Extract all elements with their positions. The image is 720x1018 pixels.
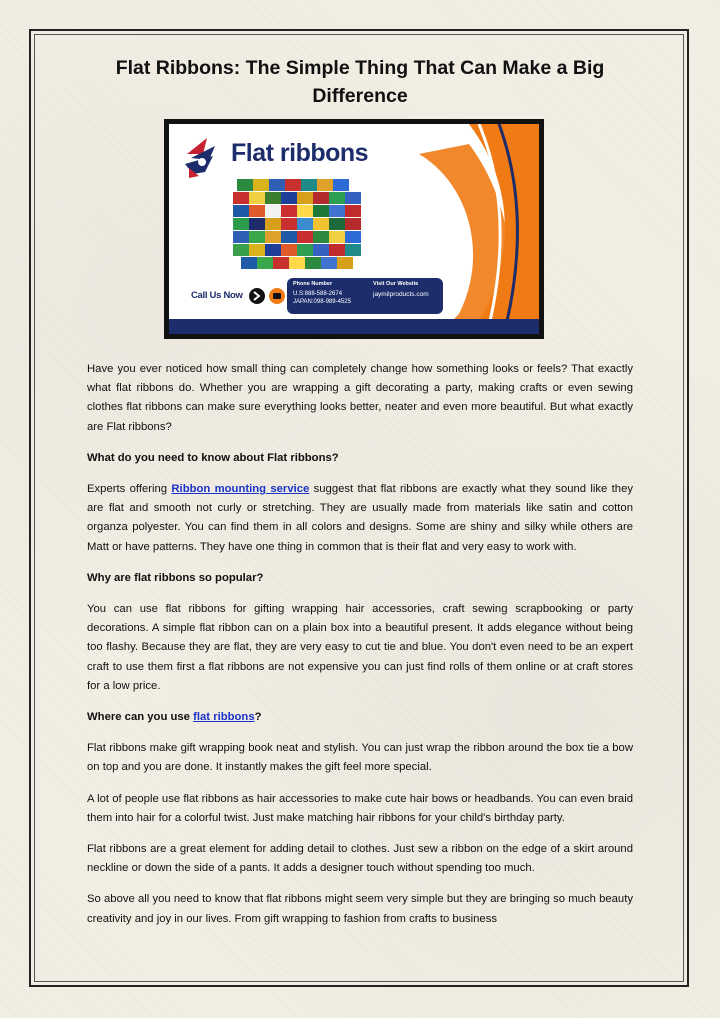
where-pre: Where can you use (87, 711, 194, 724)
experts-post: suggest that flat ribbons are exactly what they sound like they are flat and smooth not curly or stretching. They are usually made from materials like satin and cotton organza polyester. You can find them in all colors and designs. Some are shiny and silky while others are Matt or have patterns. They have one thing in common that is their flat and very easy to work with. (87, 483, 633, 553)
hero-banner (164, 119, 544, 339)
experts-pre: Experts offering (87, 483, 172, 496)
page-title: Flat Ribbons: The Simple Thing That Can Make a Big Difference (115, 57, 605, 107)
hero-heading: Flat ribbons (231, 139, 369, 167)
blue-band (169, 319, 539, 334)
title-block (87, 54, 633, 110)
heading-know: What do you need to know about Flat ribbons? (87, 451, 339, 464)
paragraph-popular: You can use flat ribbons for gifting wrapping hair accessories, craft sewing scrapbooking or party decorations. A simple flat ribbon can on a plain box into a beautiful present. It adds elegance without being too flashy. Because they are flat, they are very easy to cut tie and blue. You don't even need to be an expert craft to use them first a flat ribbons are not expensive you can just find rolls of them online or at craft stores for a low price. (87, 603, 633, 692)
phone-japan: JAPAN:098-989-4525 (293, 299, 351, 305)
phone-us: U.S:888-588-2674 (293, 291, 343, 297)
paragraph-experts (87, 480, 633, 557)
website-url: jaymilproducts.com (373, 291, 429, 298)
heading-where (87, 708, 633, 727)
eagle-logo-icon (185, 138, 215, 178)
paragraph-hair: A lot of people use flat ribbons as hair accessories to make cute hair bows or headbands. You can even braid them into hair for a colorful twist. Just make matching hair ribbons for your child's birthday party. (87, 792, 633, 824)
website-label: Visit Our Website (373, 281, 419, 287)
paragraph-gift: Flat ribbons make gift wrapping book neat and stylish. You can just wrap the ribbon around the box tie a bow on top and you are done. It instantly makes the gift feel more special. (87, 742, 633, 774)
heading-popular: Why are flat ribbons so popular? (87, 571, 264, 584)
arrow-button-icon (249, 288, 265, 304)
article-body (87, 360, 633, 941)
flat-ribbons-link[interactable]: flat ribbons (193, 711, 255, 724)
ribbon-mounting-service-link[interactable]: Ribbon mounting service (171, 483, 310, 496)
where-post: ? (254, 711, 262, 724)
paragraph-intro: Have you ever noticed how small thing can completely change how something looks or feels? That exactly what flat ribbons do. Whether you are wrapping a gift decorating a party, making crafts or even sewing clothes flat ribbons can make sure everything looks better, neater and even more beautiful. But what exactly are Flat ribbons? (87, 363, 633, 433)
paragraph-clothes: Flat ribbons are a great element for adding detail to clothes. Just sew a ribbon on the edge of a skirt around neckline or down the side of a pants. It adds a designer touch without spending too much. (87, 843, 633, 875)
phone-label: Phone Number (293, 281, 333, 287)
call-us-label: Call Us Now (191, 290, 243, 301)
ribbon-rack-icon (233, 179, 361, 269)
paragraph-closing: So above all you need to know that flat ribbons might seem very simple but they are bringing so much beauty creativity and joy in our lives. From gift wrapping to fashion from crafts to business (87, 893, 633, 925)
